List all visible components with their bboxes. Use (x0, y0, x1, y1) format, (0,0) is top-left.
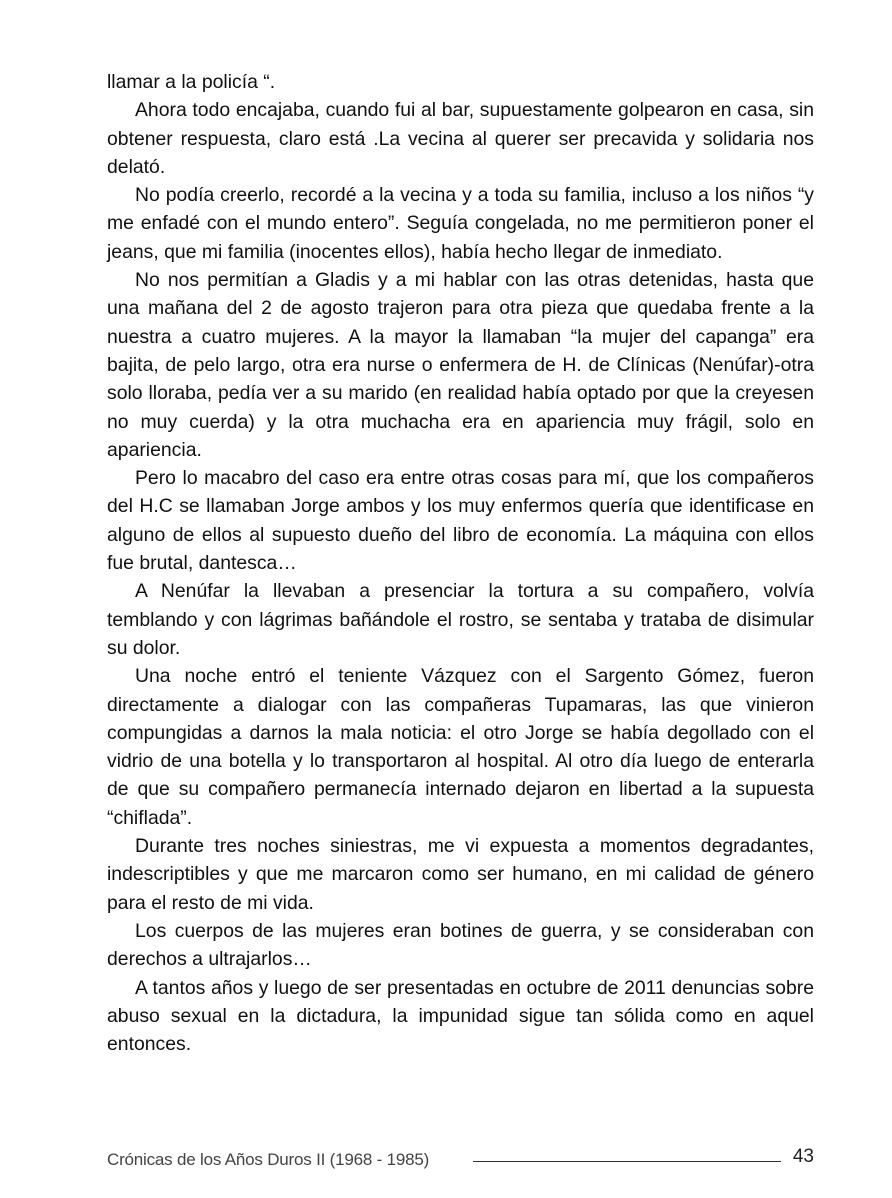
paragraph-2: Ahora todo encajaba, cuando fui al bar, supuestamente golpearon en casa, sin obtener respuesta, claro está .La vecina al querer ser precavida y solidaria nos delató. (107, 99, 814, 178)
paragraph-7: Una noche entró el teniente Vázquez con el Sargento Gómez, fueron directamente a dialogar con las compañeras Tupamaras, las que vinieron compungidas a darnos la mala noticia: el otro Jorge se había degollado con el vidrio de una botella y lo transportaron al hospital. Al otro día luego de enterarla de que su compañero permanecía internado dejaron en libertad a la supuesta “chiflada”. (107, 665, 814, 829)
paragraph-6: A Nenúfar la llevaban a presenciar la tortura a su compañero, volvía temblando y con lágrimas bañándole el rostro, se sentaba y trataba de disimular su dolor. (107, 580, 814, 659)
paragraph-1: llamar a la policía “. (107, 71, 276, 93)
paragraph-9: Los cuerpos de las mujeres eran botines de guerra, y se consideraban con derechos a ultrajarlos… (107, 919, 814, 971)
paragraph-8: Durante tres noches siniestras, me vi expuesta a momentos degradantes, indescriptibles y que me marcaron como ser humano, en mi calidad de género para el resto de mi vida. (107, 835, 814, 914)
footer-divider (473, 1161, 781, 1162)
paragraph-3: No podía creerlo, recordé a la vecina y a toda su familia, incluso a los niños “y me enfadé con el mundo entero”. Seguía congelada, no me permitieron poner el jeans, que mi familia (inocentes ellos), había hecho llegar de inmediato. (107, 184, 814, 263)
paragraph-10: A tantos años y luego de ser presentadas en octubre de 2011 denuncias sobre abuso sexual en la dictadura, la impunidad sigue tan sólida como en aquel entonces. (107, 976, 814, 1056)
body-text (107, 68, 814, 1058)
paragraph-4: No nos permitían a Gladis y a mi hablar con las otras detenidas, hasta que una mañana del 2 de agosto trajeron para otra pieza que quedaba frente a la nuestra a cuatro mujeres. A la mayor la llamaban “la mujer del capanga” era bajita, de pelo largo, otra era nurse o enfermera de H. de Clínicas (Nenúfar)-otra solo lloraba, pedía ver a su marido (en realidad había optado por que la creyesen no muy cuerda) y la otra muchacha era en apariencia muy frágil, solo en apariencia. (107, 269, 814, 461)
page-footer (107, 1146, 814, 1174)
paragraph-5: Pero lo macabro del caso era entre otras cosas para mí, que los compañeros del H.C se llamaban Jorge ambos y los muy enfermos quería que identificase en alguno de ellos al supuesto dueño del libro de economía. La máquina con ellos fue brutal, dantesca… (107, 467, 814, 575)
page-number: 43 (792, 1146, 814, 1167)
footer-book-title: Crónicas de los Años Duros II (1968 - 1985) (107, 1150, 430, 1169)
